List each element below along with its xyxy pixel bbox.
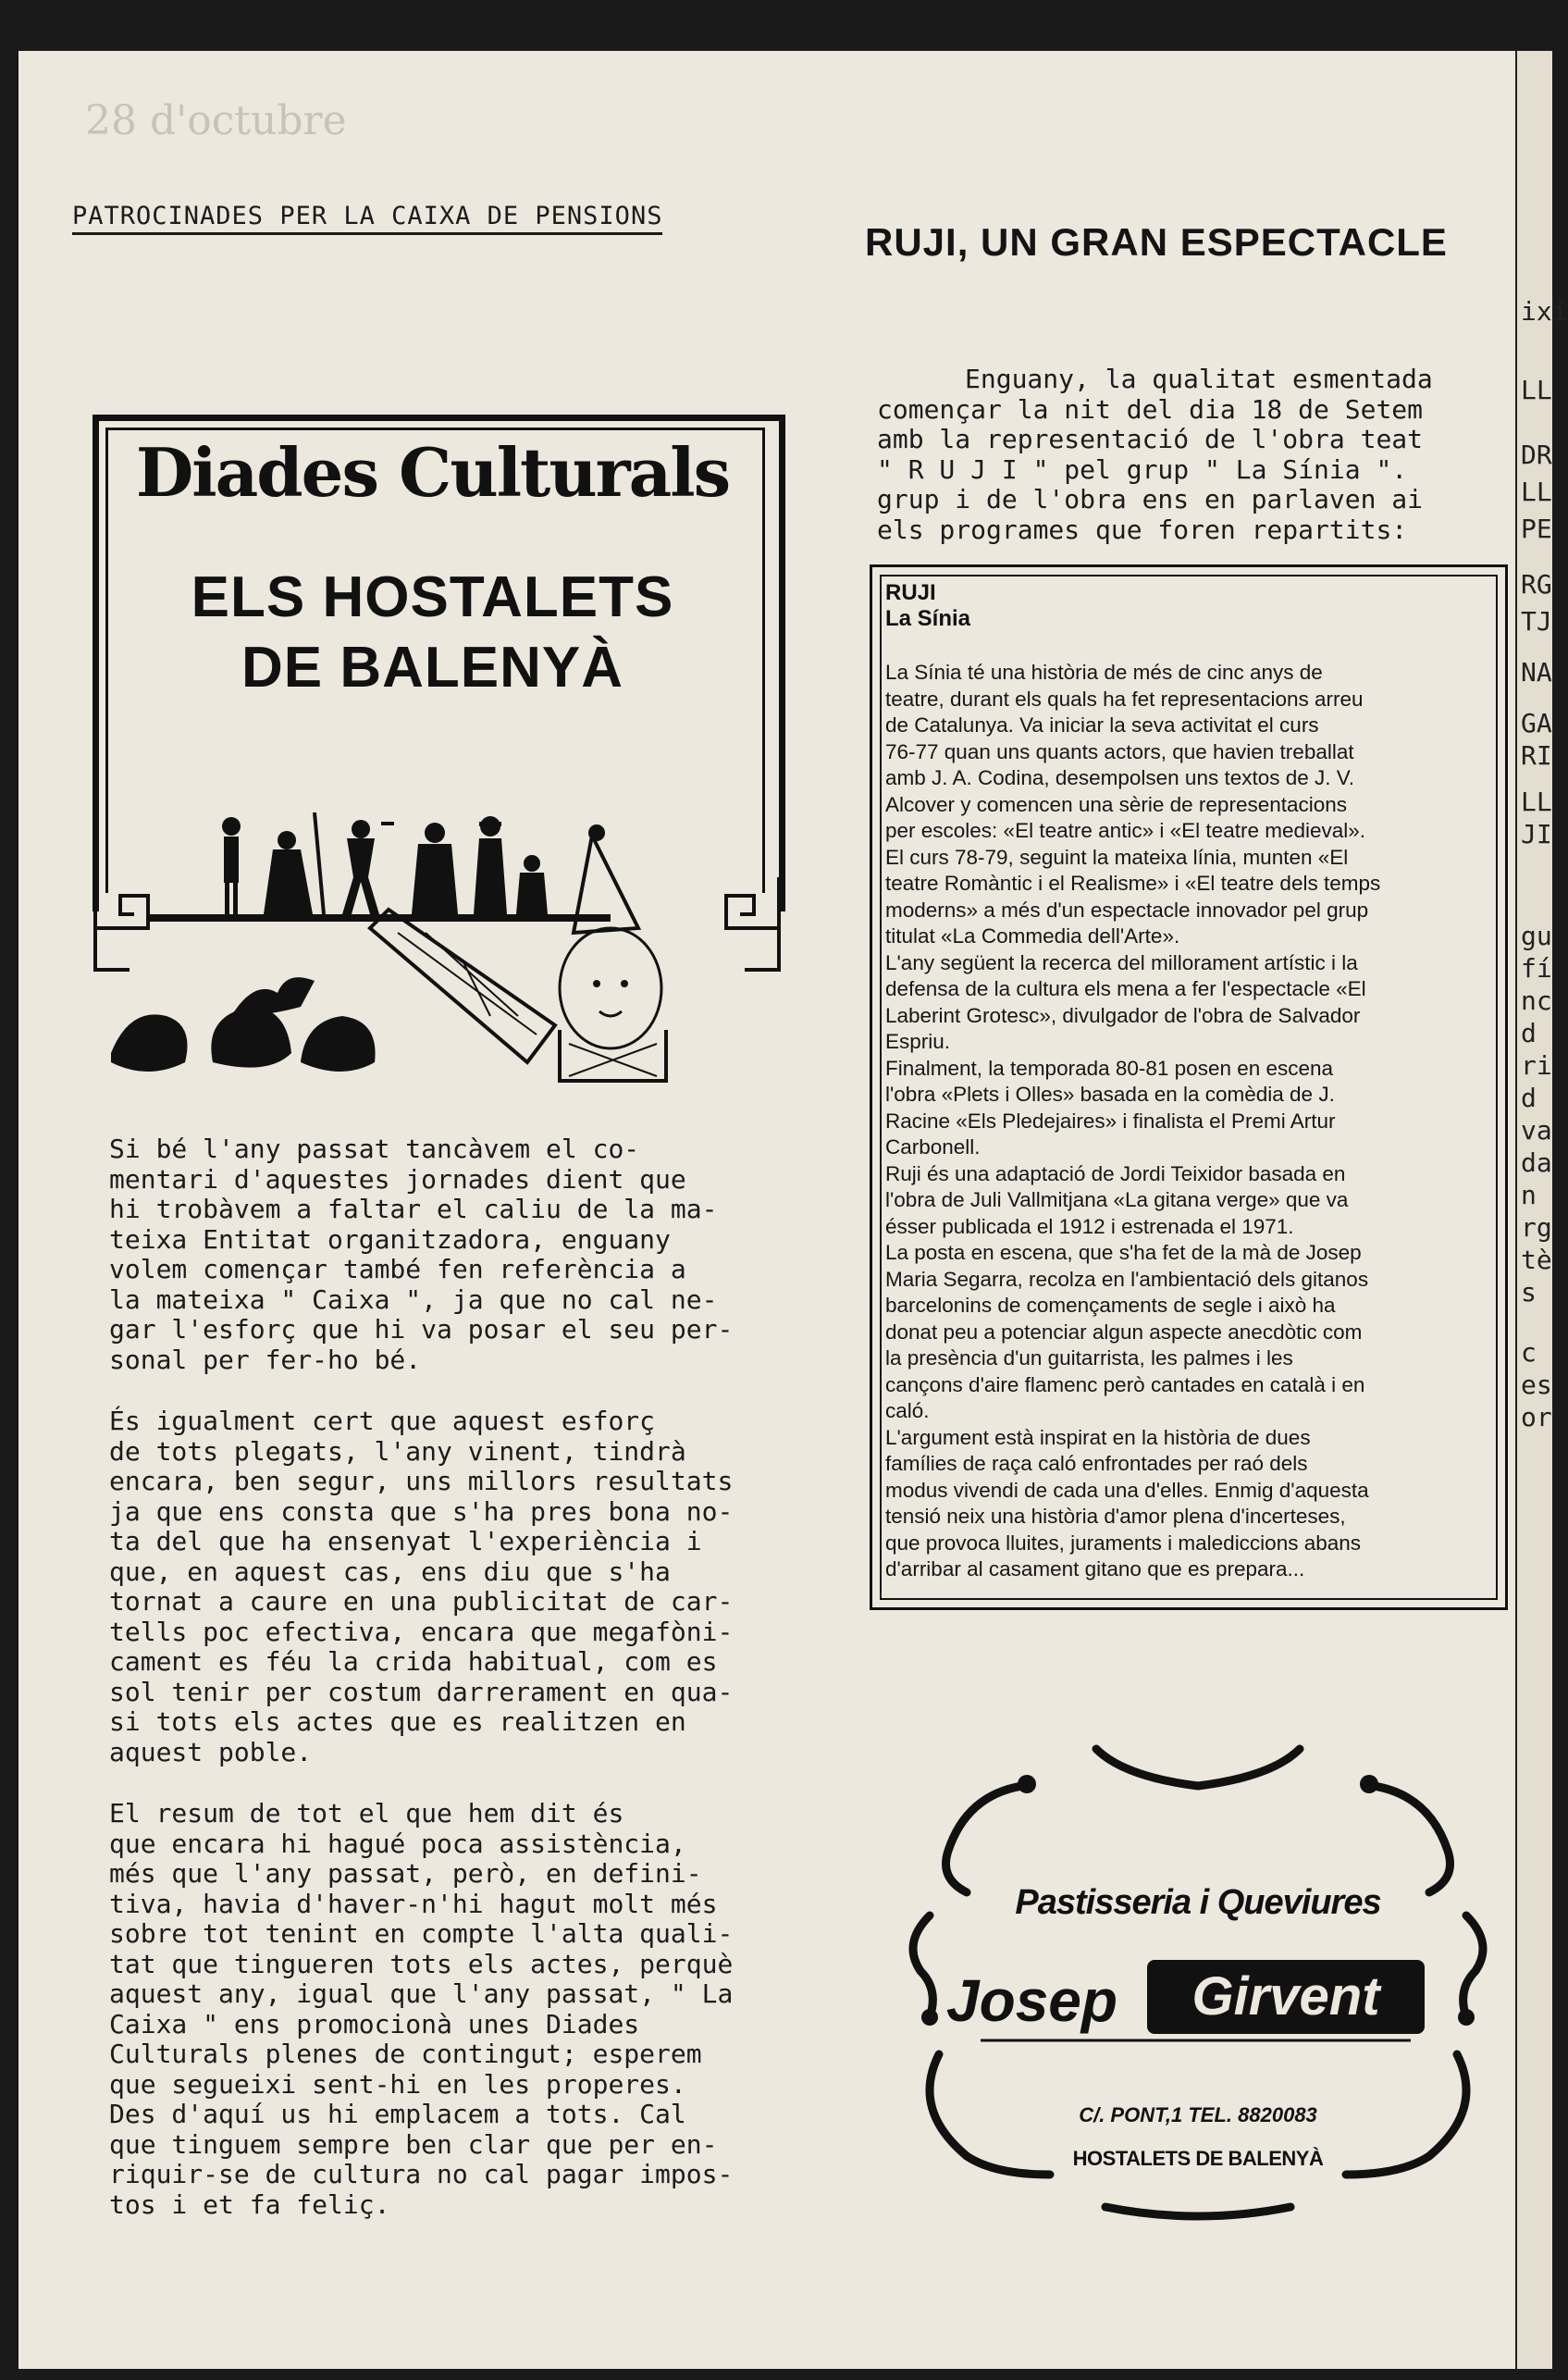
ad-name-banner <box>1147 1960 1425 2034</box>
left-paragraph-1: Si bé l'any passat tancàvem el co- mentari d'aquestes jornades dient que hi trobàvem a faltar el caliu de la ma- teixa Entitat organitzadora, enguany volem començar també fen referència a la mateixa " Caixa ", ja que no cal ne- gar l'esforç que hi va posar el seu per- sonal per fer-ho bé. <box>109 1134 734 1375</box>
edge-text-fragment: TJ <box>1521 606 1552 637</box>
left-header: PATROCINADES PER LA CAIXA DE PENSIONS <box>72 202 662 235</box>
poster-title: Diades Culturals <box>135 433 730 512</box>
left-paragraph-3: El resum de tot el que hem dit és que encara hi hagué poca assistència, més que l'any passat, però, en defini- tiva, havia d'haver-n'hi hagut molt més sobre tot tenint en compte l'alta quali- tat que tingueren tots els actes, perquè aquest any, igual que l'any passat, " La Caixa " ens promocionà unes Diades Culturals plenes de contingut; esperem que segueixi sent-hi en les properes. Des d'aquí us hi emplacem a tots. Cal que tinguem sempre ben clar que per en- riquir-se de cultura no cal pagar impos- tos i et fa feliç. <box>109 1798 734 2220</box>
info-box-title: RUJI <box>885 580 936 605</box>
adjacent-page-edge <box>1515 51 1568 2369</box>
girvent-advertisement <box>893 1740 1503 2230</box>
edge-text-fragment: da <box>1521 1147 1552 1178</box>
edge-text-fragment: JI <box>1521 819 1552 849</box>
edge-text-fragment: NA <box>1521 657 1552 688</box>
edge-text-fragment: ixí <box>1521 296 1568 327</box>
edge-text-fragment: RI <box>1521 740 1552 771</box>
edge-text-fragment: s <box>1521 1277 1537 1308</box>
edge-text-fragment: es <box>1521 1370 1552 1400</box>
edge-text-fragment: tè <box>1521 1245 1552 1275</box>
right-intro-paragraph: Enguany, la qualitat esmentada començar la nit del dia 18 de Setem amb la representació de l'obra teat " R U J I " pel grup " La Sínia ". grup i de l'obra ens en parlaven ai els programes que foren repartits: <box>877 364 1433 545</box>
edge-text-fragment: RG <box>1521 569 1552 600</box>
left-paragraph-2: És igualment cert que aquest esforç de tots plegats, l'any vinent, tindrà encara, ben segur, uns millors resultats ja que ens consta que s'ha pres bona no- ta del que ha ensenyat l'experiència i que, en aquest cas, ens diu que s'ha tornat a caure en una publicitat de car- tells poc efectiva, encara que megafòni- cament es féu la crida habitual, com es sol tenir per costum darrerament en qua- si tots els actes que es realitzen en aquest poble. <box>109 1406 734 1767</box>
ad-town: HOSTALETS DE BALENYÀ <box>1072 2147 1324 2170</box>
diades-culturals-poster <box>93 415 782 1090</box>
performers-silhouette-icon <box>222 812 548 915</box>
info-box-text: La Sínia té una història de més de cinc anys de teatre, durant els quals ha fet representacions arreu de Catalunya. Va iniciar la seva activitat el curs 76-77 quan uns quants actors, que havien treballat amb J. A. Codina, desempolsen uns textos de J. V. Alcover y comencen una sèrie de representacions per escoles: «El teatre antic» i «El teatre medieval». El curs 78-79, seguint la mateixa línia, munten «El teatre Romàntic i el Realisme» i «El teatre dels temps moderns» a més d'un espectacle innovador pel grup titulat «La Commedia dell'Arte». L'any següent la recerca del millorament artístic i la defensa de la cultura els mena a fer l'espectacle «El Laberint Grotesc», divulgador de l'obra de Salvador Espriu. Finalment, la temporada 80-81 posen en escena l'obra «Plets i Olles» basada en la comèdia de J. Racine «Els Pledejaires» i finalista el Premi Artur Carbonell. Ruji és una adaptació de Jordi Teixidor basada en l'obra de Juli Vallmitjana «La gitana verge» que va ésser publicada el 1912 i estrenada el 1971. La posta en escena, que s'ha fet de la mà de Josep Maria Segarra, recolza en l'ambientació dels gitanos barcelonins de començaments de segle i això ha donat peu a potenciar algun aspecte anecdòtic com la presència d'un guitarrista, les palmes i les cançons d'aire flamenc però cantades en català i en caló. L'argument està inspirat en la història de dues famílies de raça caló enfrontades per raó dels modus vivendi de cada una d'elles. Enmig d'aquesta tensió neix una història d'amor plena d'incerteses, que provoca lluites, juraments i malediccions abans d'arribar al casament gitano que es prepara... <box>885 661 1381 1580</box>
edge-text-fragment: nc <box>1521 985 1552 1016</box>
info-box-subtitle: La Sínia <box>885 606 971 631</box>
edge-text-fragment: gu <box>1521 921 1552 951</box>
greek-key-right-icon <box>726 877 779 970</box>
edge-text-fragment: ri <box>1521 1050 1552 1081</box>
edge-text-fragment: d <box>1521 1018 1537 1048</box>
clown-icon <box>370 824 666 1081</box>
edge-text-fragment: DR <box>1521 440 1552 470</box>
edge-text-fragment: PE <box>1521 514 1552 544</box>
greek-key-left-icon <box>95 877 148 970</box>
edge-text-fragment: or <box>1521 1402 1552 1432</box>
ad-address: C/. PONT,1 TEL. 8820083 <box>1079 2103 1317 2126</box>
edge-text-fragment: LL <box>1521 477 1552 507</box>
poster-subtitle-line1: ELS HOSTALETS <box>191 565 674 629</box>
edge-text-fragment: GA <box>1521 708 1552 738</box>
ruji-info-box <box>870 564 1508 1610</box>
edge-text-fragment: rg <box>1521 1212 1552 1243</box>
edge-text-fragment: d <box>1521 1083 1537 1113</box>
ad-name-last: Girvent <box>1191 1966 1380 2027</box>
edge-text-fragment: LL <box>1521 787 1552 817</box>
audience-silhouette-icon <box>111 977 376 1072</box>
ad-shop-type: Pastisseria i Queviures <box>1015 1883 1381 1922</box>
ad-name-first: Josep <box>946 1967 1117 2034</box>
bleed-through-date: 28 d'octubre <box>85 97 347 144</box>
poster-illustration <box>93 415 782 1090</box>
edge-text-fragment: LL <box>1521 375 1552 405</box>
edge-text-fragment: fí <box>1521 953 1552 984</box>
poster-subtitle-line2: DE BALENYÀ <box>241 636 624 700</box>
right-header: RUJI, UN GRAN ESPECTACLE <box>865 220 1448 264</box>
edge-text-fragment: va <box>1521 1115 1552 1146</box>
edge-text-fragment: c <box>1521 1337 1537 1368</box>
edge-text-fragment: n <box>1521 1180 1537 1210</box>
